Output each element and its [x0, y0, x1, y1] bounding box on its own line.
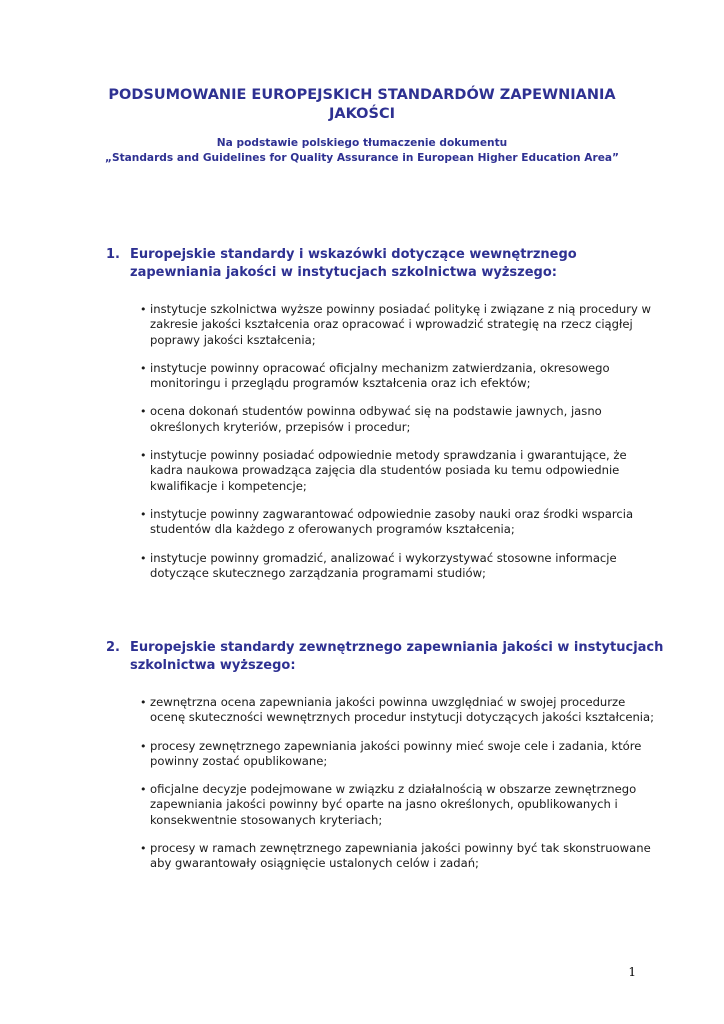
- section-heading-text: Europejskie standardy i wskazówki dotyczące wewnętrznego zapewniania jakości w instytucjach szkolnictwa wyższego:: [130, 247, 577, 280]
- list-item: [140, 404, 666, 435]
- list-item-text: zewnętrzna ocena zapewniania jakości powinna uwzględniać w swojej procedurze ocenę skuteczności wewnętrznych procedur instytucji dotyczących jakości kształcenia;: [150, 695, 655, 725]
- list-item: [140, 695, 666, 726]
- section-heading-text: Europejskie standardy zewnętrznego zapewniania jakości w instytucjach szkolnictwa wyższego:: [130, 640, 664, 673]
- section-heading: [106, 639, 666, 674]
- list-item: [140, 782, 666, 828]
- list-item-text: instytucje powinny gromadzić, analizować i wykorzystywać stosowne informacje dotyczące skutecznego zarządzania programami studiów;: [150, 550, 617, 580]
- list-item-text: instytucje powinny zagwarantować odpowiednie zasoby nauki oraz środki wsparcia studentów dla każdego z oferowanych programów kształcenia;: [150, 506, 634, 537]
- bullet-icon: •: [140, 507, 147, 521]
- list-item-text: oficjalne decyzje podejmowane w związku z działalnością w obszarze zewnętrznego zapewniania jakości powinny być oparte na jasno określonych, opublikowanych i konsekwentnie stosowanych kryteriach;: [150, 782, 637, 827]
- page-number: 1: [628, 965, 636, 979]
- list-item-text: instytucje powinny opracować oficjalny mechanizm zatwierdzania, okresowego monitoringu i przeglądu programów kształcenia oraz ich efektów;: [150, 360, 610, 391]
- list-item: [140, 302, 666, 348]
- document-title: PODSUMOWANIE EUROPEJSKICH STANDARDÓW ZAPEWNIANIA JAKOŚCI: [108, 87, 616, 122]
- bullet-icon: •: [140, 303, 147, 316]
- bullet-icon: •: [140, 783, 147, 797]
- list-item: [140, 739, 666, 770]
- section-external-qa: [106, 639, 666, 872]
- bullet-list: [140, 695, 666, 872]
- subtitle-line-1: Na podstawie polskiego tłumaczenie dokumentu: [216, 137, 508, 149]
- list-item-text: procesy zewnętrznego zapewniania jakości powinny mieć swoje cele i zadania, które powinny zostać opublikowane;: [150, 738, 642, 768]
- list-item-text: procesy w ramach zewnętrznego zapewniania jakości powinny być tak skonstruowane aby gwarantowały osiągnięcie ustalonych celów i zadań;: [150, 841, 651, 871]
- list-item-text: ocena dokonań studentów powinna odbywać się na podstawie jawnych, jasno określonych kryteriów, przepisów i procedur;: [150, 404, 602, 434]
- list-item: [140, 361, 666, 392]
- section-number: 1.: [106, 247, 120, 262]
- section-internal-qa: [106, 246, 666, 581]
- bullet-icon: •: [140, 449, 147, 463]
- bullet-list: [140, 302, 666, 581]
- bullet-icon: •: [140, 405, 147, 419]
- document-subtitle: [80, 136, 644, 166]
- section-heading: [106, 246, 666, 281]
- bullet-icon: •: [140, 739, 147, 753]
- subtitle-line-2: „Standards and Guidelines for Quality Assurance in European Higher Education Area”: [104, 152, 620, 164]
- bullet-icon: •: [140, 842, 147, 856]
- list-item: [140, 507, 666, 538]
- list-item-text: instytucje powinny posiadać odpowiednie metody sprawdzania i gwarantujące, że kadra naukowa prowadząca zajęcia dla studentów posiada ku temu odpowiednie kwalifikacje i kompetencje;: [150, 448, 627, 493]
- list-item: [140, 841, 666, 872]
- section-number: 2.: [106, 640, 120, 655]
- bullet-icon: •: [140, 696, 147, 709]
- list-item: [140, 551, 666, 582]
- bullet-icon: •: [140, 551, 147, 565]
- bullet-icon: •: [140, 361, 147, 375]
- list-item: [140, 448, 666, 494]
- list-item-text: instytucje szkolnictwa wyższe powinny posiadać politykę i związane z nią procedury w zakresie jakości kształcenia oraz opracować i wprowadzić strategię na rzecz ciągłej poprawy jakości kształcenia;: [150, 302, 652, 347]
